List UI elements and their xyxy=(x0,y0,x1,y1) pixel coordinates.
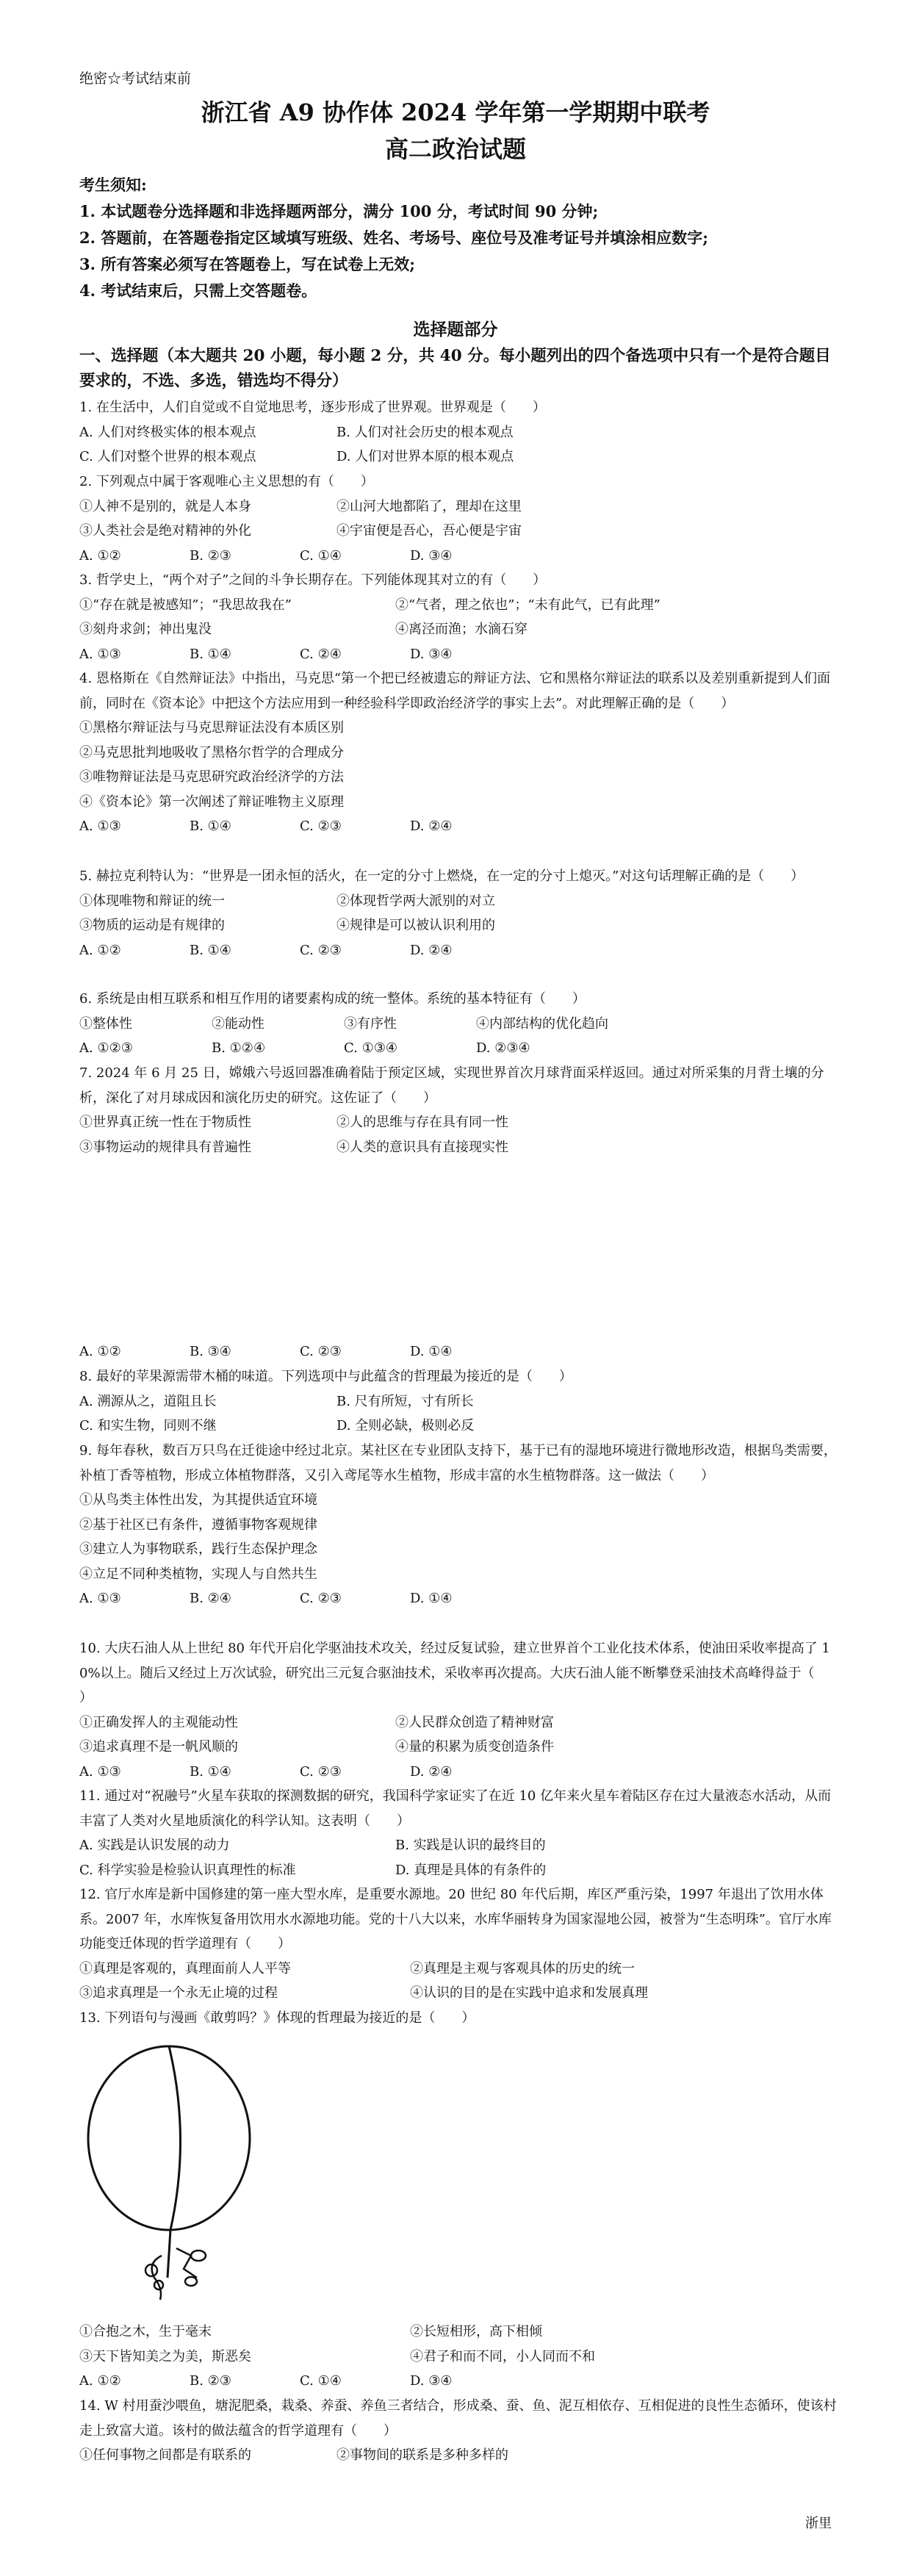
statement-row xyxy=(79,494,840,519)
option-a: A. 实践是认识发展的动力 xyxy=(79,1838,230,1853)
option-row xyxy=(79,1036,840,1061)
statement-row xyxy=(79,2320,840,2345)
option-a: A. 溯源从之，道阻且长 xyxy=(79,1393,217,1409)
option-c: C. ①③④ xyxy=(344,1040,397,1056)
option-b: B. ②③ xyxy=(190,2373,231,2389)
option-a: A. ①②③ xyxy=(79,1040,133,1056)
statement-row xyxy=(79,617,840,642)
option-a: A. ①② xyxy=(79,1344,121,1359)
statement-2: ②基于社区已有条件，遵循事物客观规律 xyxy=(79,1517,317,1533)
statement-row xyxy=(79,1110,840,1135)
option-d: D. ②④ xyxy=(410,942,453,958)
option-b: B. ①④ xyxy=(190,1763,231,1780)
statement-2: ②真理是主观与客观具体的历史的统一 xyxy=(410,1960,635,1976)
statement-4: ④规律是可以被认识利用的 xyxy=(336,918,495,933)
statement-4: ④立足不同种类植物，实现人与自然共生 xyxy=(79,1566,317,1582)
option-d: D. 真理是具体的有条件的 xyxy=(395,1862,547,1878)
statement-row xyxy=(79,889,840,914)
option-b: B. ②④ xyxy=(190,1591,231,1606)
option-a: A. ①③ xyxy=(79,1591,121,1606)
option-a: A. ①② xyxy=(79,942,121,958)
statement-row xyxy=(79,1135,840,1160)
question-stem: 6. 系统是由相互联系和相互作用的诸要素构成的统一整体。系统的基本特征有（ ） xyxy=(79,991,586,1007)
option-c: C. 和实生物，同则不继 xyxy=(79,1418,217,1433)
question-8 xyxy=(79,1364,840,1439)
question-stem: 5. 赫拉克利特认为：“世界是一团永恒的活火，在一定的分寸上燃烧，在一定的分寸上熄灭。”对这句话理解正确的是（ ） xyxy=(79,868,804,884)
statement-1: ①正确发挥人的主观能动性 xyxy=(79,1714,238,1730)
question-4 xyxy=(79,666,840,839)
statement-3: ③唯物辩证法是马克思研究政治经济学的方法 xyxy=(79,769,344,785)
option-b: B. ①④ xyxy=(190,819,231,834)
option-a: A. ①② xyxy=(79,547,121,564)
statement-row xyxy=(79,913,840,938)
question-stem: 9. 每年春秋，数百万只鸟在迁徙途中经过北京。某社区在专业团队支持下，基于已有的湿地环境进行微地形改造，根据鸟类需要，补植丁香等植物，形成立体植物群落，又引入鸢尾等水生植物，形成丰富的水生植物群落。这一做法（ ） xyxy=(79,1443,837,1483)
option-row xyxy=(79,445,840,469)
option-row xyxy=(79,1339,840,1364)
statement-3: ③天下皆知美之为美，斯恶矣 xyxy=(79,2348,251,2364)
question-12 xyxy=(79,1882,840,2006)
statement-1: ①世界真正统一性在于物质性 xyxy=(79,1115,251,1130)
question-stem: 3. 哲学史上，“两个对子”之间的斗争长期存在。下列能体现其对立的有（ ） xyxy=(79,572,547,588)
question-3 xyxy=(79,568,840,666)
option-row xyxy=(79,642,840,667)
statement-2: ②“气者，理之依也”；“未有此气，已有此理” xyxy=(395,597,660,613)
option-c: C. 人们对整个世界的根本观点 xyxy=(79,449,256,464)
statement-1: ①从鸟类主体性出发，为其提供适宜环境 xyxy=(79,1492,317,1508)
option-row xyxy=(79,814,840,839)
option-a: A. ①③ xyxy=(79,819,121,834)
option-d: D. 全则必缺，极则必反 xyxy=(336,1418,475,1433)
statement-2: ②长短相形，高下相倾 xyxy=(410,2324,542,2339)
option-c: C. 科学实验是检验认识真理性的标准 xyxy=(79,1862,296,1878)
question-stem: 7. 2024 年 6 月 25 日，嫦娥六号返回器准确着陆于预定区域，实现世界首次月球背面采样返回。通过对所采集的月背土壤的分析，深化了对月球成因和演化历史的研究。这佐证了（ ） xyxy=(79,1065,824,1106)
option-d: D. 人们对世界本原的根本观点 xyxy=(336,449,514,464)
option-row xyxy=(79,420,840,445)
option-d: D. ①④ xyxy=(410,1344,453,1359)
option-row xyxy=(79,1760,840,1785)
option-c: C. ②④ xyxy=(300,646,342,662)
option-b: B. ③④ xyxy=(190,1344,231,1359)
question-6 xyxy=(79,987,840,1061)
question-14 xyxy=(79,2394,840,2468)
statement-row xyxy=(79,2345,840,2370)
question-7 xyxy=(79,1061,840,1159)
option-d: D. ③④ xyxy=(410,646,453,662)
option-b: B. 人们对社会历史的根本观点 xyxy=(336,424,514,440)
option-a: A. ①② xyxy=(79,2373,121,2389)
question-stem: 11. 通过对“祝融号”火星车获取的探测数据的研究，我国科学家证实了在近 10 亿年来火星车着陆区存在过大量液态水活动，从而丰富了人类对火星地质演化的科学认知。这表明（ ） xyxy=(79,1788,832,1829)
statement-2: ②人民群众创造了精神财富 xyxy=(395,1714,554,1730)
statement-2: ②山河大地都陷了，理却在这里 xyxy=(336,498,522,514)
statement-row xyxy=(79,593,840,618)
statement-4: ④量的积累为质变创造条件 xyxy=(395,1739,554,1755)
option-b: B. ①②④ xyxy=(212,1040,266,1056)
option-row xyxy=(79,1389,840,1414)
question-stem: 12. 官厅水库是新中国修建的第一座大型水库，是重要水源地。20 世纪 80 年代后期，库区严重污染，1997 年退出了饮用水体系。2007 年，水库恢复备用饮用水水源地功能。党的十八大以来，水库华丽转身为国家湿地公园，被誉为“生态明珠”。官厅水库功能变迁体现的哲学道理有（ ） xyxy=(79,1887,832,1951)
question-9 xyxy=(79,1439,840,1611)
question-stem: 10. 大庆石油人从上世纪 80 年代开启化学驱油技术攻关，经过反复试验，建立世界首个工业化技术体系，使油田采收率提高了 10%以上。随后又经过上万次试验，研究出三元复合驱油技术，采收率再次提高。大庆石油人能不断攀登采油技术高峰得益于（ ） xyxy=(79,1641,841,1705)
option-row xyxy=(79,544,840,569)
notice-item: 1. 本试题卷分选择题和非选择题两部分，满分 100 分，考试时间 90 分钟; xyxy=(79,202,599,220)
question-5 xyxy=(79,864,840,963)
statement-4: ④内部结构的优化趋向 xyxy=(476,1015,608,1032)
statement-3: ③刻舟求剑；神出鬼没 xyxy=(79,622,212,637)
question-1 xyxy=(79,395,840,469)
statement-4: ④宇宙便是吾心，吾心便是宇宙 xyxy=(336,523,522,539)
option-b: B. ②③ xyxy=(190,547,231,564)
statement-2: ②能动性 xyxy=(212,1015,264,1032)
statement-4: ④人类的意识具有直接现实性 xyxy=(336,1139,508,1155)
section-title: 选择题部分 xyxy=(413,320,498,339)
statement-1: ①真理是客观的，真理面前人人平等 xyxy=(79,1960,291,1976)
statement-1: ①任何事物之间都是有联系的 xyxy=(79,2447,251,2463)
statement-2: ②马克思批判地吸收了黑格尔哲学的合理成分 xyxy=(79,744,344,760)
question-11 xyxy=(79,1784,840,1882)
option-a: A. ①③ xyxy=(79,1763,121,1780)
option-row xyxy=(79,938,840,963)
cartoon-image xyxy=(81,2035,279,2307)
statement-row xyxy=(79,1981,840,2006)
statement-3: ③追求真理不是一帆风顺的 xyxy=(79,1739,238,1755)
statement-4: ④君子和而不同，小人同而不和 xyxy=(410,2348,595,2364)
option-c: C. ②③ xyxy=(300,942,342,958)
notice-item: 2. 答题前，在答题卷指定区域填写班级、姓名、考场号、座位号及准考证号并填涂相应数字; xyxy=(79,229,708,247)
statement-3: ③人类社会是绝对精神的外化 xyxy=(79,523,251,539)
option-c: C. ②③ xyxy=(300,1344,342,1359)
statement-row xyxy=(79,1012,840,1037)
question-10 xyxy=(79,1636,840,1784)
secret-mark: 绝密☆考试结束前 xyxy=(79,71,192,87)
notice-item: 4. 考试结束后，只需上交答题卷。 xyxy=(79,281,317,300)
option-d: D. ②③④ xyxy=(476,1040,530,1056)
option-d: D. ①④ xyxy=(410,1591,453,1606)
option-d: D. ③④ xyxy=(410,2373,453,2389)
statement-1: ①黑格尔辩证法与马克思辩证法没有本质区别 xyxy=(79,720,344,735)
question-stem: 8. 最好的苹果源需带木桶的味道。下列选项中与此蕴含的哲理最为接近的是（ ） xyxy=(79,1369,572,1384)
statement-1: ①整体性 xyxy=(79,1015,132,1032)
exam-subtitle: 高二政治试题 xyxy=(384,135,526,163)
option-row xyxy=(79,1833,840,1858)
notice-item: 3. 所有答案必须写在答题卷上，写在试卷上无效; xyxy=(79,255,415,273)
statement-4: ④离泾而渔；水滴石穿 xyxy=(395,622,527,637)
statement-1: ①“存在就是被感知”；“我思故我在” xyxy=(79,597,292,613)
notice-heading: 考生须知: xyxy=(79,176,147,194)
option-c: C. ②③ xyxy=(300,1763,342,1780)
question-7-answers xyxy=(79,1339,840,1364)
statement-3: ③有序性 xyxy=(344,1015,397,1032)
option-row xyxy=(79,1586,840,1611)
statement-1: ①体现唯物和辩证的统一 xyxy=(79,893,225,909)
statement-1: ①人神不是别的，就是人本身 xyxy=(79,498,251,514)
statement-row xyxy=(79,1710,840,1735)
statement-3: ③建立人为事物联系，践行生态保护理念 xyxy=(79,1541,317,1557)
question-stem: 13. 下列语句与漫画《敢剪吗？》体现的哲理最为接近的是（ ） xyxy=(79,2010,475,2026)
statement-2: ②事物间的联系是多种多样的 xyxy=(336,2447,508,2463)
option-b: B. 实践是认识的最终目的 xyxy=(395,1838,546,1853)
page-footer: 浙里 xyxy=(805,2516,832,2531)
option-b: B. ①④ xyxy=(190,646,231,662)
option-c: C. ②③ xyxy=(300,819,342,834)
option-b: B. ①④ xyxy=(190,942,231,958)
question-2 xyxy=(79,469,840,568)
question-stem: 1. 在生活中，人们自觉或不自觉地思考，逐步形成了世界观。世界观是（ ） xyxy=(79,400,546,415)
option-a: A. 人们对终极实体的根本观点 xyxy=(79,424,256,440)
option-row xyxy=(79,2369,840,2394)
statement-1: ①合抱之木，生于毫末 xyxy=(79,2324,212,2339)
option-c: C. ②③ xyxy=(300,1591,342,1606)
statement-3: ③事物运动的规律具有普遍性 xyxy=(79,1139,251,1155)
option-b: B. 尺有所短，寸有所长 xyxy=(336,1393,474,1409)
option-c: C. ①④ xyxy=(300,2373,342,2389)
statement-row xyxy=(79,1735,840,1760)
question-stem: 4. 恩格斯在《自然辩证法》中指出，马克思“第一个把已经被遗忘的辩证方法、它和黑格尔辩证法的联系以及差别重新提到人们面前，同时在《资本论》中把这个方法应用到一种经验科学即政治经济学的事实上去”。对此理解正确的是（ ） xyxy=(79,671,831,711)
statement-row xyxy=(79,2443,840,2468)
option-a: A. ①③ xyxy=(79,646,121,662)
question-stem: 14. W 村用蚕沙喂鱼，塘泥肥桑，栽桑、养蚕、养鱼三者结合，形成桑、蚕、鱼、泥互相依存、互相促进的良性生态循环，使该村走上致富大道。该村的做法蕴含的哲学道理有（ ） xyxy=(79,2398,837,2439)
option-c: C. ①④ xyxy=(300,547,342,564)
option-row xyxy=(79,1414,840,1439)
candidate-notice xyxy=(79,172,843,304)
statement-3: ③物质的运动是有规律的 xyxy=(79,918,225,933)
statement-4: ④认识的目的是在实践中追求和发展真理 xyxy=(410,1985,648,2001)
option-d: D. ②④ xyxy=(410,819,453,834)
question-13 xyxy=(79,2006,840,2031)
exam-title: 浙江省 A9 协作体 2024 学年第一学期期中联考 xyxy=(201,98,710,126)
question-stem: 2. 下列观点中属于客观唯心主义思想的有（ ） xyxy=(79,474,374,489)
statement-3: ③追求真理是一个永无止境的过程 xyxy=(79,1985,278,2001)
statement-row xyxy=(79,519,840,544)
option-d: D. ③④ xyxy=(410,547,453,564)
question-13-options xyxy=(79,2320,840,2394)
part-instructions: 一、选择题（本大题共 20 小题，每小题 2 分，共 40 分。每小题列出的四个备选项中只有一个是符合题目要求的，不选、多选，错选均不得分） xyxy=(79,347,831,390)
option-row xyxy=(79,1858,840,1883)
statement-2: ②体现哲学两大派别的对立 xyxy=(336,893,495,909)
option-d: D. ②④ xyxy=(410,1763,453,1780)
statement-2: ②人的思维与存在具有同一性 xyxy=(336,1115,508,1130)
statement-row xyxy=(79,1957,840,1982)
statement-4: ④《资本论》第一次阐述了辩证唯物主义原理 xyxy=(79,794,344,810)
